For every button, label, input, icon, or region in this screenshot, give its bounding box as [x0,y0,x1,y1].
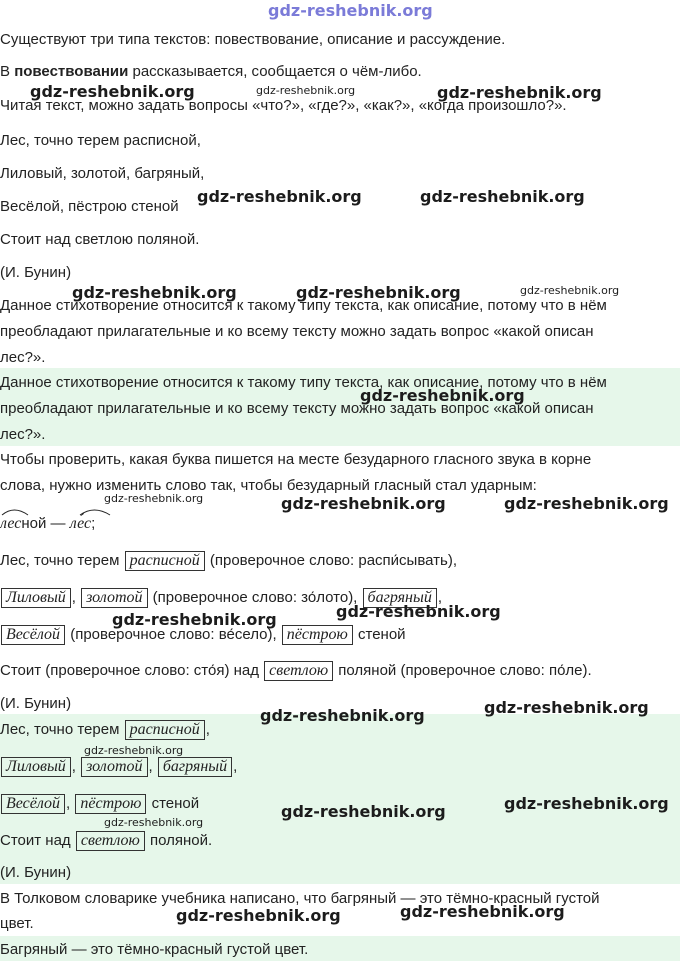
analysis-line-2: преобладают прилагательные и ко всему тексту можно задать вопрос «какой описан [0,323,594,340]
marked2-line-1: Лес, точно терем расписной , [0,721,210,738]
marked-line-4: Стоит (проверочное слово: сто́я) над светлою поляной (проверочное слово: по́ле). [0,662,592,679]
answer-line-2: преобладают прилагательные и ко всему тексту можно задать вопрос «какой описан [0,400,594,417]
word-box: Лиловый [1,588,71,608]
answer-line-1: Данное стихотворение относится к такому типу текста, как описание, потому что в нём [0,374,607,391]
word-box: золотой [81,757,147,777]
poem-line-4: Стоит над светлою поляной. [0,231,200,248]
word-box: Весёлой [1,625,65,645]
word-box: светлою [76,831,145,851]
dictionary-answer: Багряный — это тёмно-красный густой цвет. [0,941,309,958]
word-box: светлою [264,661,333,681]
intro-line-1: Существуют три типа текстов: повествование, описание и рассуждение. [0,31,506,48]
intro-line-3: Читая текст, можно задать вопросы «что?», «где?», «как?», «когда произошло?». [0,97,567,114]
root-arcs [0,503,130,517]
site-watermark: gdz-reshebnik.org [260,706,425,725]
site-watermark: gdz-reshebnik.org [400,902,565,921]
marked-author: (И. Бунин) [0,695,72,712]
check-line-2: слова, нужно изменить слово так, чтобы безударный гласный стал ударным: [0,477,537,494]
word-box: багряный [158,757,232,777]
marked-line-2: Лиловый , золотой (проверочное слово: зо́лото), багряный , [0,587,680,609]
word-box: багряный [363,588,437,608]
site-watermark: gdz-reshebnik.org [420,187,585,206]
site-watermark: gdz-reshebnik.org [30,82,195,101]
site-watermark: gdz-reshebnik.org [281,802,446,821]
poem-line-1: Лес, точно терем расписной, [0,132,201,149]
site-watermark: gdz-reshebnik.org [520,284,620,297]
poem-line-2: Лиловый, золотой, багряный, [0,165,205,182]
answer-line-3: лес?». [0,426,46,443]
check-line-1: Чтобы проверить, какая буква пишется на месте безударного гласного звука в корне [0,451,592,468]
check-example: лесной — ле́с; [0,515,96,532]
site-watermark: gdz-reshebnik.org [104,492,204,505]
marked-line-1: Лес, точно терем расписной (проверочное слово: распи́сывать), [0,552,457,569]
dictionary-line-1: В Толковом словарике учебника написано, что багряный — это тёмно-красный густой [0,890,600,907]
site-watermark: gdz-reshebnik.org [336,602,501,621]
site-watermark: gdz-reshebnik.org [504,494,669,513]
site-watermark: gdz-reshebnik.org [484,698,649,717]
marked2-line-2: Лиловый , золотой , багряный , [0,756,680,778]
site-watermark: gdz-reshebnik.org [176,906,341,925]
site-watermark: gdz-reshebnik.org [437,83,602,102]
poem-author: (И. Бунин) [0,264,72,281]
root-lesn: лес [0,515,22,532]
marked2-author: (И. Бунин) [0,864,72,881]
site-watermark: gdz-reshebnik.org [256,84,356,97]
root-les: ле́с [69,515,92,532]
word-box: золотой [81,588,147,608]
marked2-line-4: Стоит над светлою поляной. [0,832,213,849]
site-watermark: gdz-reshebnik.org [104,816,204,829]
word-box: расписной [125,551,205,571]
word-box: расписной [125,720,205,740]
site-watermark: gdz-reshebnik.org [112,610,277,629]
site-watermark: gdz-reshebnik.org [504,794,669,813]
word-box: пёстрою [282,625,353,645]
site-watermark: gdz-reshebnik.org [84,744,184,757]
site-watermark: gdz-reshebnik.org [197,187,362,206]
site-watermark: gdz-reshebnik.org [72,283,237,302]
word-box: пёстрою [75,794,146,814]
poem-line-3: Весёлой, пёстрою стеной [0,198,179,215]
marked-line-3: Весёлой (проверочное слово: ве́село), пёстрою стеной [0,624,680,646]
word-box: Весёлой [1,794,65,814]
analysis-line-1: Данное стихотворение относится к такому типу текста, как описание, потому что в нём [0,297,607,314]
site-watermark: gdz-reshebnik.org [360,386,525,405]
word-box: Лиловый [1,757,71,777]
marked2-line-3: Весёлой , пёстрою стеной [0,793,680,815]
dictionary-line-2: цвет. [0,915,34,932]
site-watermark: gdz-reshebnik.org [296,283,461,302]
site-watermark: gdz-reshebnik.org [281,494,446,513]
analysis-line-3: лес?». [0,349,46,366]
intro-line-2: В повествовании рассказывается, сообщается о чём-либо. [0,63,422,80]
site-watermark-header: gdz-reshebnik.org [268,1,433,20]
